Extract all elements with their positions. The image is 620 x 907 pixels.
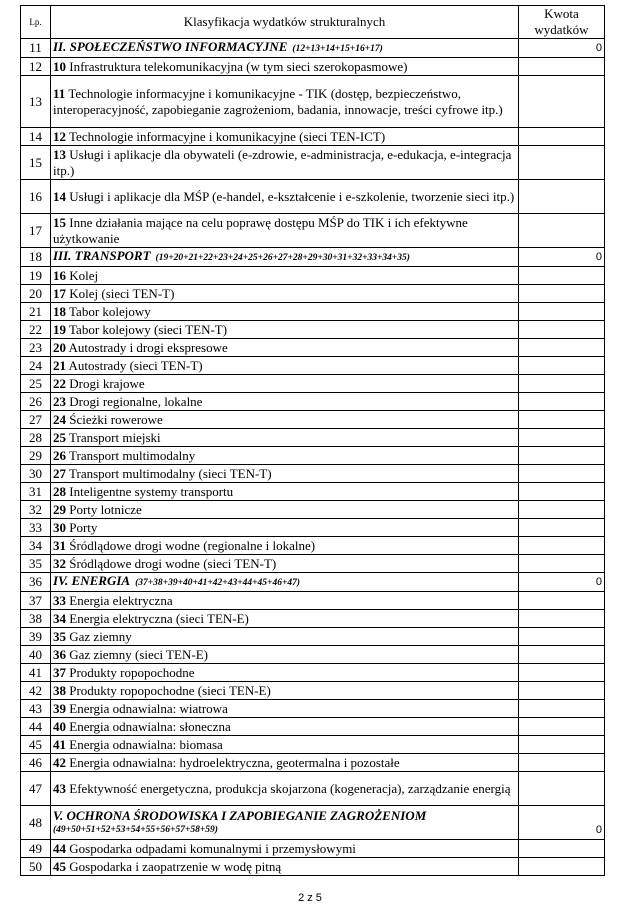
category-text: Ścieżki rowerowe [69,411,163,427]
row-number: 41 [21,664,51,682]
category-cell [51,628,519,646]
table-row [21,146,605,180]
category-code: 21 [53,357,66,373]
table-row [21,429,605,447]
table-row [21,303,605,321]
category-code: 26 [53,447,66,463]
row-number: 20 [21,285,51,303]
row-number: 46 [21,754,51,772]
table-row [21,58,605,76]
category-code: 38 [53,682,66,698]
section-row [21,248,605,267]
section-row [21,573,605,592]
category-text: Drogi krajowe [69,375,145,391]
row-number: 44 [21,718,51,736]
category-code: 37 [53,664,66,680]
row-number: 12 [21,58,51,76]
row-number: 42 [21,682,51,700]
category-code: 43 [53,780,66,796]
amount-cell[interactable] [519,76,605,128]
amount-cell[interactable] [519,610,605,628]
category-text: Usługi i aplikacje dla MŚP (e-handel, e-kształcenie i e-szkolenie, tworzenie sieci itp.) [69,188,515,204]
category-code: 23 [53,393,66,409]
category-code: 30 [53,519,66,535]
category-text: Usługi i aplikacje dla obywateli (e-zdrowie, e-administracja, e-edukacja, e-integracja itp.) [53,146,512,178]
category-text: Gospodarka odpadami komunalnymi i przemysłowymi [69,840,356,856]
table-row [21,610,605,628]
amount-cell[interactable] [519,555,605,573]
row-number: 39 [21,628,51,646]
row-number: 22 [21,321,51,339]
category-cell [51,840,519,858]
category-code: 14 [53,188,66,204]
amount-cell[interactable] [519,700,605,718]
category-code: 33 [53,592,66,608]
category-cell [51,357,519,375]
row-number: 27 [21,411,51,429]
table-row [21,375,605,393]
table-row [21,339,605,357]
row-number: 23 [21,339,51,357]
category-code: 36 [53,646,66,662]
category-cell [51,664,519,682]
amount-cell[interactable] [519,58,605,76]
table-row [21,321,605,339]
category-code: 19 [53,321,66,337]
category-cell [51,754,519,772]
category-code: 40 [53,718,66,734]
category-text: Śródlądowe drogi wodne (sieci TEN-T) [69,555,277,571]
category-code: 45 [53,858,66,874]
category-text: Energia elektryczna [69,592,173,608]
category-text: Gaz ziemny (sieci TEN-E) [69,646,208,662]
category-code: 11 [53,85,66,101]
category-text: Energia odnawialna: słoneczna [69,718,231,734]
category-code: 17 [53,285,66,301]
amount-cell[interactable] [519,357,605,375]
table-row [21,501,605,519]
category-code: 42 [53,754,66,770]
amount-cell[interactable] [519,754,605,772]
category-cell [51,375,519,393]
category-text: Produkty ropopochodne (sieci TEN-E) [69,682,271,698]
row-number: 30 [21,465,51,483]
amount-cell[interactable] [519,646,605,664]
table-row [21,180,605,214]
category-cell [51,76,519,128]
table-row [21,411,605,429]
row-number: 36 [21,573,51,592]
amount-cell[interactable] [519,628,605,646]
category-cell [51,772,519,806]
category-text: Śródlądowe drogi wodne (regionalne i lokalne) [69,537,316,553]
category-cell [51,447,519,465]
table-row [21,285,605,303]
table-row [21,76,605,128]
table-row [21,664,605,682]
row-number: 32 [21,501,51,519]
row-number: 43 [21,700,51,718]
amount-cell[interactable] [519,858,605,876]
table-row [21,214,605,248]
category-text: Transport multimodalny [69,447,196,463]
category-code: 34 [53,610,66,626]
category-text: Autostrady i drogi ekspresowe [68,339,228,355]
category-cell [51,411,519,429]
section-sum: (49+50+51+52+53+54+55+56+57+58+59) [53,824,218,835]
category-text: Gospodarka i zaopatrzenie w wodę pitną [69,858,282,874]
category-text: Produkty ropopochodne [69,664,195,680]
column-header-classification: Klasyfikacja wydatków strukturalnych [51,6,519,39]
table-row [21,772,605,806]
category-text: Kolej [69,267,99,283]
section-sum: (37+38+39+40+41+42+43+44+45+46+47) [135,578,301,588]
category-code: 24 [53,411,66,427]
row-number: 40 [21,646,51,664]
amount-cell[interactable]: 0 [519,806,605,840]
category-cell [51,429,519,447]
section-title: V. OCHRONA ŚRODOWISKA I ZAPOBIEGANIE ZAGROŻENIOM [53,807,427,823]
category-code: 31 [53,537,66,553]
amount-cell[interactable] [519,465,605,483]
row-number: 21 [21,303,51,321]
category-code: 25 [53,429,66,445]
amount-cell[interactable] [519,592,605,610]
amount-cell[interactable] [519,339,605,357]
table-row [21,447,605,465]
row-number: 25 [21,375,51,393]
page-number: 2 z 5 [298,892,322,904]
section-title-cell [51,806,519,840]
amount-cell[interactable] [519,537,605,555]
table-row [21,592,605,610]
category-cell [51,501,519,519]
row-number: 33 [21,519,51,537]
category-code: 22 [53,375,66,391]
table-row [21,858,605,876]
row-number: 45 [21,736,51,754]
category-cell [51,537,519,555]
row-number: 50 [21,858,51,876]
category-text: Technologie informacyjne i komunikacyjne (sieci TEN-ICT) [69,128,386,144]
section-title: IV. ENERGIA [53,573,131,588]
category-text: Porty [69,519,98,535]
table-row [21,628,605,646]
table-row [21,537,605,555]
amount-cell[interactable] [519,519,605,537]
table-row [21,754,605,772]
table-row [21,393,605,411]
category-code: 15 [53,214,66,230]
section-title-cell [51,248,519,267]
amount-cell[interactable] [519,303,605,321]
category-text: Energia odnawialna: wiatrowa [69,700,228,716]
row-number: 16 [21,180,51,214]
category-text: Energia odnawialna: biomasa [69,736,223,752]
row-number: 26 [21,393,51,411]
category-text: Transport miejski [69,429,161,445]
amount-cell[interactable] [519,718,605,736]
category-code: 35 [53,628,66,644]
category-text: Technologie informacyjne i komunikacyjne - TIK (dostęp, bezpieczeństwo, interoperacyjność, zapobieganie zagrożeniom, badania, innowacje, treści cyfrowe itp.) [53,85,503,117]
amount-cell[interactable] [519,267,605,285]
category-text: Infrastruktura telekomunikacyjna (w tym sieci szerokopasmowe) [69,58,408,74]
amount-cell[interactable]: 0 [519,39,605,58]
category-cell [51,858,519,876]
table-row [21,357,605,375]
category-code: 10 [53,58,66,74]
category-text: Inteligentne systemy transportu [69,483,234,499]
category-code: 28 [53,483,66,499]
category-text: Tabor kolejowy (sieci TEN-T) [69,321,228,337]
category-cell [51,267,519,285]
table-row [21,700,605,718]
section-title: III. TRANSPORT [53,248,151,263]
category-cell [51,180,519,214]
section-title: II. SPOŁECZEŃSTWO INFORMACYJNE [53,39,288,54]
category-cell [51,555,519,573]
amount-cell[interactable] [519,682,605,700]
category-cell [51,339,519,357]
category-cell [51,465,519,483]
amount-cell[interactable] [519,429,605,447]
category-code: 32 [53,555,66,571]
amount-cell[interactable] [519,214,605,248]
category-text: Autostrady (sieci TEN-T) [68,357,203,373]
section-title-cell [51,39,519,58]
table-row [21,718,605,736]
category-cell [51,483,519,501]
row-number: 34 [21,537,51,555]
category-text: Kolej (sieci TEN-T) [69,285,175,301]
amount-cell[interactable] [519,146,605,180]
category-cell [51,303,519,321]
category-text: Tabor kolejowy [69,303,151,319]
amount-cell[interactable]: 0 [519,248,605,267]
table-header-row [21,6,605,39]
section-row [21,39,605,58]
category-text: Efektywność energetyczna, produkcja skojarzona (kogeneracja), zarządzanie energią [69,780,511,796]
column-header-lp: Lp. [21,6,51,39]
amount-cell[interactable] [519,483,605,501]
amount-cell[interactable] [519,447,605,465]
category-cell [51,610,519,628]
section-row [21,806,605,840]
category-cell [51,718,519,736]
section-sum: (19+20+21+22+23+24+25+26+27+28+29+30+31+32+33+34+35) [155,253,410,263]
category-code: 13 [53,146,66,162]
row-number: 14 [21,128,51,146]
category-cell [51,128,519,146]
category-cell [51,736,519,754]
category-text: Gaz ziemny [69,628,132,644]
table-row [21,519,605,537]
category-code: 16 [53,267,66,283]
row-number: 47 [21,772,51,806]
amount-cell[interactable] [519,393,605,411]
category-cell [51,700,519,718]
amount-cell[interactable] [519,321,605,339]
row-number: 48 [21,806,51,840]
category-code: 41 [53,736,66,752]
amount-cell[interactable] [519,375,605,393]
row-number: 31 [21,483,51,501]
column-header-amount: Kwota wydatków [519,6,605,39]
table-row [21,465,605,483]
category-cell [51,393,519,411]
amount-cell[interactable] [519,736,605,754]
category-code: 20 [53,339,66,355]
category-text: Porty lotnicze [69,501,142,517]
table-row [21,555,605,573]
category-code: 27 [53,465,66,481]
table-row [21,128,605,146]
category-text: Inne działania mające na celu poprawę dostępu MŚP do TIK i ich efektywne użytkowanie [53,214,468,246]
amount-cell[interactable]: 0 [519,573,605,592]
amount-cell[interactable] [519,411,605,429]
row-number: 37 [21,592,51,610]
row-number: 19 [21,267,51,285]
category-cell [51,58,519,76]
amount-cell[interactable] [519,285,605,303]
category-cell [51,592,519,610]
row-number: 29 [21,447,51,465]
amount-cell[interactable] [519,180,605,214]
category-code: 12 [53,128,66,144]
category-text: Energia odnawialna: hydroelektryczna, geotermalna i pozostałe [69,754,400,770]
row-number: 17 [21,214,51,248]
category-cell [51,214,519,248]
row-number: 13 [21,76,51,128]
row-number: 49 [21,840,51,858]
section-title-cell [51,573,519,592]
section-sum: (12+13+14+15+16+17) [292,44,383,54]
row-number: 18 [21,248,51,267]
category-cell [51,682,519,700]
table-row [21,483,605,501]
amount-cell[interactable] [519,664,605,682]
category-code: 39 [53,700,66,716]
category-text: Energia elektryczna (sieci TEN-E) [69,610,249,626]
table-row [21,840,605,858]
row-number: 11 [21,39,51,58]
category-cell [51,519,519,537]
category-code: 18 [53,303,66,319]
amount-cell[interactable] [519,501,605,519]
table-row [21,646,605,664]
table-row [21,267,605,285]
category-cell [51,646,519,664]
category-code: 44 [53,840,66,856]
structural-expenditure-table [20,5,605,876]
category-cell [51,321,519,339]
amount-cell[interactable] [519,128,605,146]
category-text: Drogi regionalne, lokalne [69,393,203,409]
category-code: 29 [53,501,66,517]
table-row [21,736,605,754]
category-cell [51,285,519,303]
row-number: 35 [21,555,51,573]
category-text: Transport multimodalny (sieci TEN-T) [69,465,272,481]
row-number: 38 [21,610,51,628]
amount-cell[interactable] [519,840,605,858]
row-number: 15 [21,146,51,180]
table-row [21,682,605,700]
category-cell [51,146,519,180]
amount-cell[interactable] [519,772,605,806]
row-number: 28 [21,429,51,447]
row-number: 24 [21,357,51,375]
